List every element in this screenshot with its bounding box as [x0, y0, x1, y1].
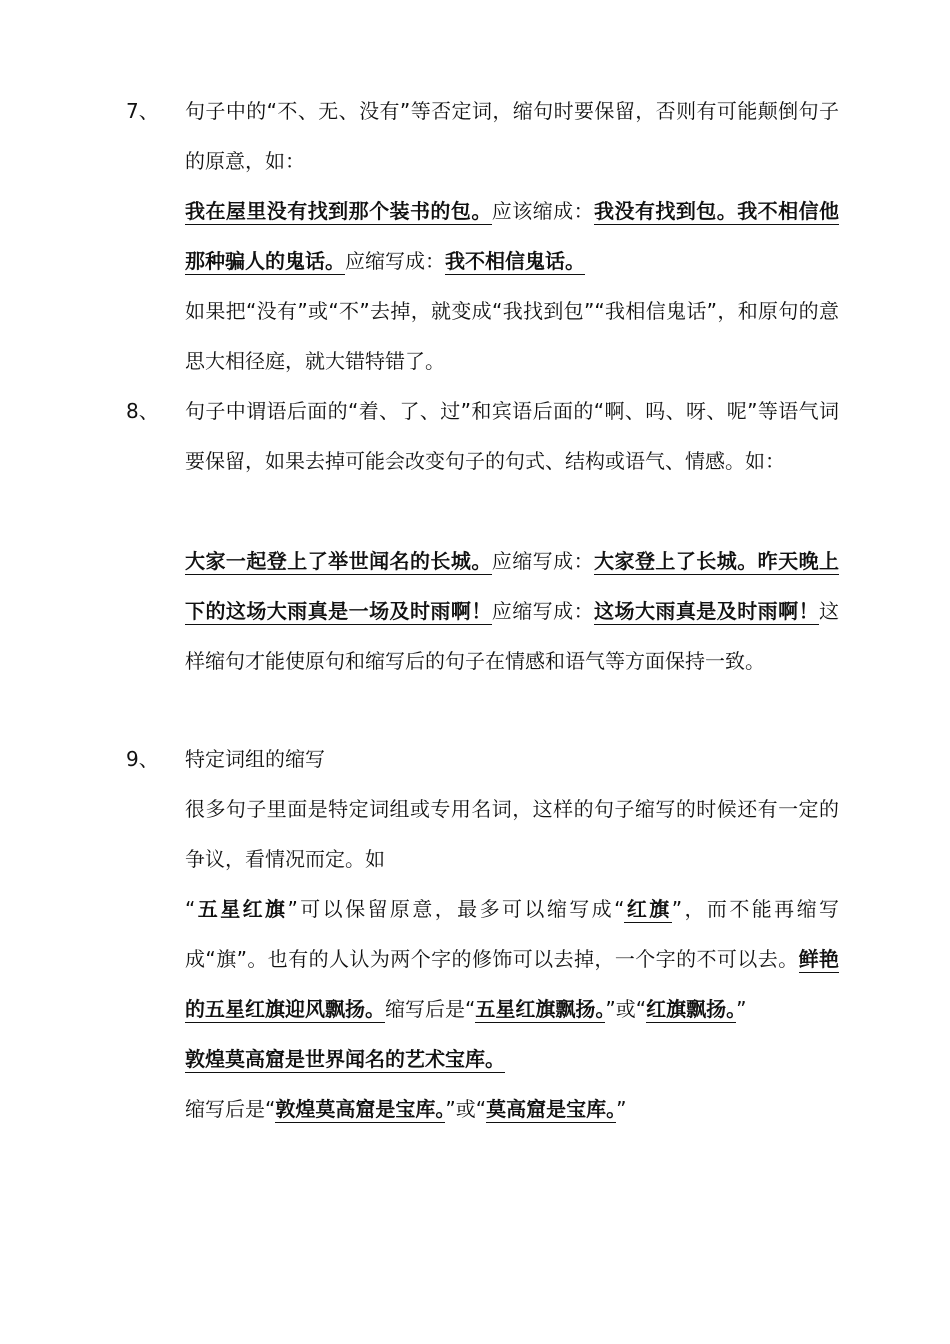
example-result: 这场大雨真是及时雨啊！	[594, 599, 820, 623]
example-sentence: 敦煌莫高窟是世界闻名的艺术宝库。	[185, 1047, 505, 1071]
example-sentence: 大家一起登上了举世闻名的长城。	[185, 549, 492, 573]
item-8-text: 句子中谓语后面的“着、了、过”和宾语后面的“啊、吗、呀、呢”等语气词要保留，如果去掉可能会改变句子的句式、结构或语气、情感。如：	[185, 399, 839, 473]
item-8-number: 8、	[126, 399, 159, 423]
connector-text: 应缩写成：	[491, 549, 595, 573]
term-wuxinghongqi: 五星红旗	[195, 897, 288, 921]
example-result: 莫高窟是宝库。	[486, 1097, 617, 1121]
body-text: ”，而不能再缩写成“旗”。也有的人认为两个字的修饰可以去掉，一个字的不可以去。	[185, 897, 840, 971]
item-7-number: 7、	[126, 99, 159, 123]
item-7-note: 如果把“没有”或“不”去掉，就变成“我找到包”“我相信鬼话”，和原句的意思大相径庭，就大错特错了。	[185, 299, 839, 373]
connector-text: 缩写后是“	[185, 1097, 276, 1121]
example-result: 大家登上了长城。	[594, 549, 758, 573]
item-7-example	[185, 186, 839, 286]
example-result: 红旗飘扬。	[646, 997, 737, 1021]
item-9-title: 特定词组的缩写	[185, 747, 325, 771]
item-9-number: 9、	[126, 747, 159, 771]
item-9-para3	[185, 1084, 839, 1134]
example-sentence: 鲜艳的五星红旗迎风飘扬。	[185, 947, 839, 1021]
example-sentence: 我不相信他那种骗人的鬼话。	[185, 199, 840, 273]
body-text: ”可以保留原意，最多可以缩写成“	[287, 897, 625, 921]
item-9-para2	[185, 884, 839, 1084]
example-sentence: 我在屋里没有找到那个装书的包。	[185, 199, 492, 223]
term-hongqi: 红旗	[624, 897, 672, 921]
quote-mark: ”	[616, 1097, 627, 1121]
item-8-example	[185, 536, 839, 686]
item-7-text: 句子中的“不、无、没有”等否定词，缩句时要保留，否则有可能颠倒句子的原意，如：	[185, 99, 839, 173]
connector-text: ”或“	[445, 1097, 487, 1121]
quote-mark: “	[185, 897, 196, 921]
connector-text: 应缩写成：	[345, 249, 445, 273]
example-sentence: 昨天晚上下的这场大雨真是一场及时雨啊！	[185, 549, 840, 623]
connector-text: 缩写后是“	[385, 997, 476, 1021]
example-result: 我没有找到包。	[594, 199, 738, 223]
quote-mark: ”	[736, 997, 747, 1021]
item-9-para1: 很多句子里面是特定词组或专用名词，这样的句子缩写的时候还有一定的争议，看情况而定。如	[185, 797, 839, 871]
example-result: 敦煌莫高窟是宝库。	[275, 1097, 446, 1121]
example-result: 我不相信鬼话。	[445, 249, 585, 273]
connector-text: 应该缩成：	[491, 199, 595, 223]
explanation-text: 这样缩句才能使原句和缩写后的句子在情感和语气等方面保持一致。	[185, 599, 840, 673]
connector-text: ”或“	[605, 997, 647, 1021]
connector-text: 应缩写成：	[491, 599, 595, 623]
example-result: 五星红旗飘扬。	[475, 997, 606, 1021]
